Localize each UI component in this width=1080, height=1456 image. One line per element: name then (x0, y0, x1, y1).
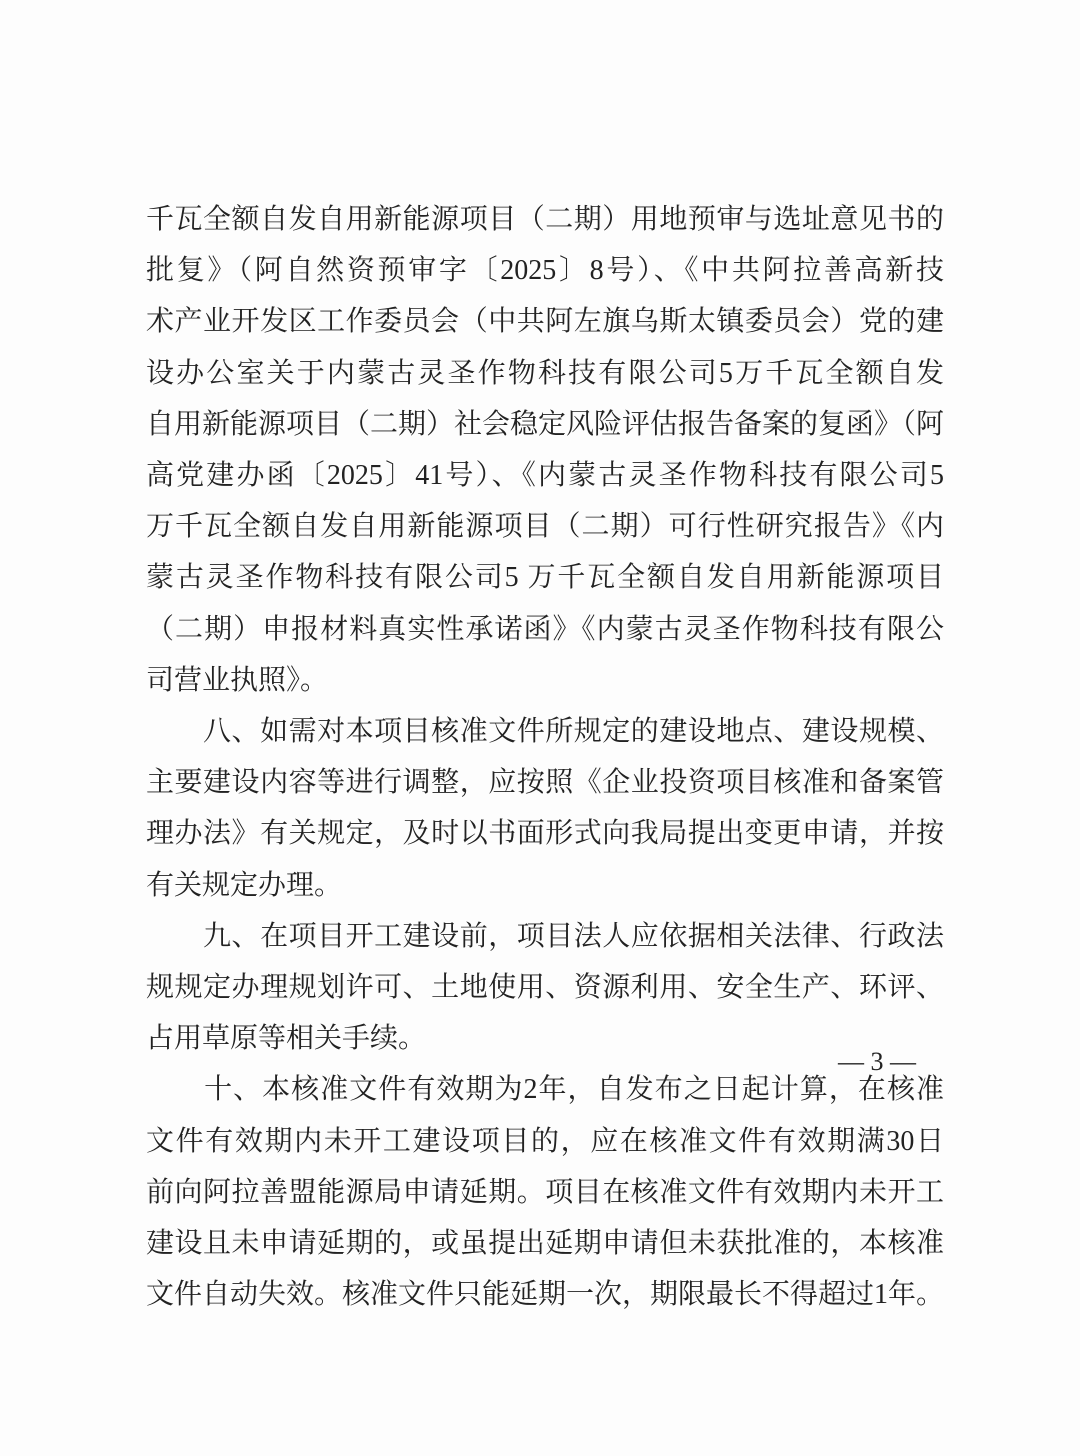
text-line: 文件自动失效。核准文件只能延期一次，期限最长不得超过1年。 (146, 1279, 945, 1311)
text-line: 高党建办函〔2025〕41号）、《内蒙古灵圣作物科技有限公司5 (146, 460, 944, 491)
text-line: 蒙古灵圣作物科技有限公司5 万千瓦全额自发自用新能源项目 (146, 562, 944, 594)
text-line: 批复》（阿自然资预审字〔2025〕8号）、《中共阿拉善高新技 (146, 255, 944, 287)
text-line: 万千瓦全额自发自用新能源项目（二期）可行性研究报告》《内 (146, 511, 944, 543)
text-line: 理办法》有关规定，及时以书面形式向我局提出变更申请，并按 (146, 818, 944, 850)
text-line: 建设且未申请延期的，或虽提出延期申请但未获批准的，本核准 (146, 1228, 944, 1259)
text-line: 占用草原等相关手续。 (146, 1023, 427, 1055)
text-line: 千瓦全额自发自用新能源项目（二期）用地预审与选址意见书的 (146, 204, 944, 235)
text-line: 八、如需对本项目核准文件所规定的建设地点、建设规模、 (146, 716, 944, 747)
text-line: 司营业执照》。 (146, 664, 329, 696)
text-line: 自用新能源项目（二期）社会稳定风险评估报告备案的复函》（阿 (146, 408, 945, 440)
text-line: 术产业开发区工作委员会（中共阿左旗乌斯太镇委员会）党的建 (146, 306, 944, 338)
text-line: 设办公室关于内蒙古灵圣作物科技有限公司5万千瓦全额自发 (146, 357, 944, 389)
text-line: 前向阿拉善盟能源局申请延期。项目在核准文件有效期内未开工 (146, 1176, 944, 1208)
text-line: 十、本核准文件有效期为2年，自发布之日起计算，在核准 (146, 1074, 944, 1106)
text-line: 九、在项目开工建设前，项目法人应依据相关法律、行政法 (146, 920, 944, 952)
text-line: 主要建设内容等进行调整，应按照《企业投资项目核准和备案管 (146, 767, 944, 799)
text-line: 文件有效期内未开工建设项目的，应在核准文件有效期满30日 (146, 1125, 944, 1157)
text-line: 有关规定办理。 (146, 869, 343, 901)
page-number: — 3 — (838, 1047, 916, 1076)
text-line: 规规定办理规划许可、土地使用、资源利用、安全生产、环评、 (146, 972, 944, 1003)
text-line: （二期）申报材料真实性承诺函》《内蒙古灵圣作物科技有限公 (146, 613, 944, 645)
